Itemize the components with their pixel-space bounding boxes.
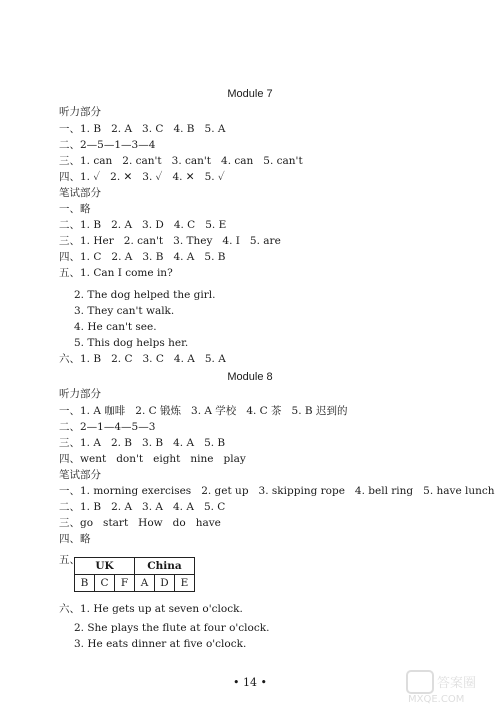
m7-writing-2: 二、1. B 2. A 3. D 4. C 5. E (59, 219, 227, 231)
uk-china-table (74, 557, 195, 592)
table-header-uk: UK (75, 558, 135, 575)
table-header-china: China (135, 558, 195, 575)
m7-writing-5: 五、1. Can I come in? (59, 267, 173, 279)
m8-listening-2: 二、2—1—4—5—3 (59, 421, 156, 433)
module8-title: Module 8 (227, 371, 273, 383)
m7-writing-4: 四、1. C 2. A 3. B 4. A 5. B (59, 251, 226, 263)
m8-listening-3: 三、1. A 2. B 3. B 4. A 5. B (59, 437, 226, 449)
svg-text:MXQE.COM: MXQE.COM (408, 694, 465, 704)
module7-listening-heading: 听力部分 (59, 106, 101, 118)
table-cell-uk-3: F (115, 575, 135, 592)
m8-writing-1: 一、1. morning exercises 2. get up 3. skipping rope 4. bell ring 5. have lunch (59, 485, 495, 497)
m7-writing-5-5: 5. This dog helps her. (74, 337, 189, 349)
m7-writing-1: 一、略 (59, 203, 91, 215)
module8-listening-heading: 听力部分 (59, 388, 101, 400)
m7-writing-6: 六、1. B 2. C 3. C 4. A 5. A (59, 353, 226, 365)
table-cell-china-1: A (135, 575, 155, 592)
module7-writing-heading: 笔试部分 (59, 187, 101, 199)
m8-writing-6: 六、1. He gets up at seven o'clock. (59, 603, 243, 615)
m7-writing-5-2: 2. The dog helped the girl. (74, 289, 216, 301)
page-number: • 14 • (233, 676, 267, 689)
watermark-logo (406, 670, 492, 704)
table-cell-china-2: D (155, 575, 175, 592)
m8-writing-4: 四、略 (59, 533, 91, 545)
m7-writing-5-3: 3. They can't walk. (74, 305, 175, 317)
m8-listening-4: 四、went don't eight nine play (59, 453, 246, 465)
m8-writing-2: 二、1. B 2. A 3. A 4. A 5. C (59, 501, 226, 513)
table-cell-uk-1: B (75, 575, 95, 592)
m8-writing-3: 三、go start How do have (59, 517, 221, 529)
m7-listening-1: 一、1. B 2. A 3. C 4. B 5. A (59, 123, 226, 135)
m7-listening-3: 三、1. can 2. can't 3. can't 4. can 5. can't (59, 155, 303, 167)
table-cell-china-3: E (175, 575, 195, 592)
m7-listening-4: 四、1. ✓ 2. ✕ 3. ✓ 4. ✕ 5. ✓ (59, 171, 225, 183)
module8-writing-heading: 笔试部分 (59, 469, 101, 481)
m7-listening-2: 二、2—5—1—3—4 (59, 139, 156, 151)
table-cell-uk-2: C (95, 575, 115, 592)
m8-writing-6-2: 2. She plays the flute at four o'clock. (74, 622, 270, 634)
m7-writing-3: 三、1. Her 2. can't 3. They 4. I 5. are (59, 235, 281, 247)
m7-writing-5-4: 4. He can't see. (74, 321, 157, 333)
svg-text:答案圈: 答案圈 (437, 676, 477, 691)
m8-writing-5: 五、 (59, 554, 80, 566)
m8-writing-6-3: 3. He eats dinner at five o'clock. (74, 638, 247, 650)
m8-listening-1: 一、1. A 咖啡 2. C 锻炼 3. A 学校 4. C 茶 5. B 迟到的 (59, 405, 348, 417)
module7-title: Module 7 (227, 88, 273, 100)
